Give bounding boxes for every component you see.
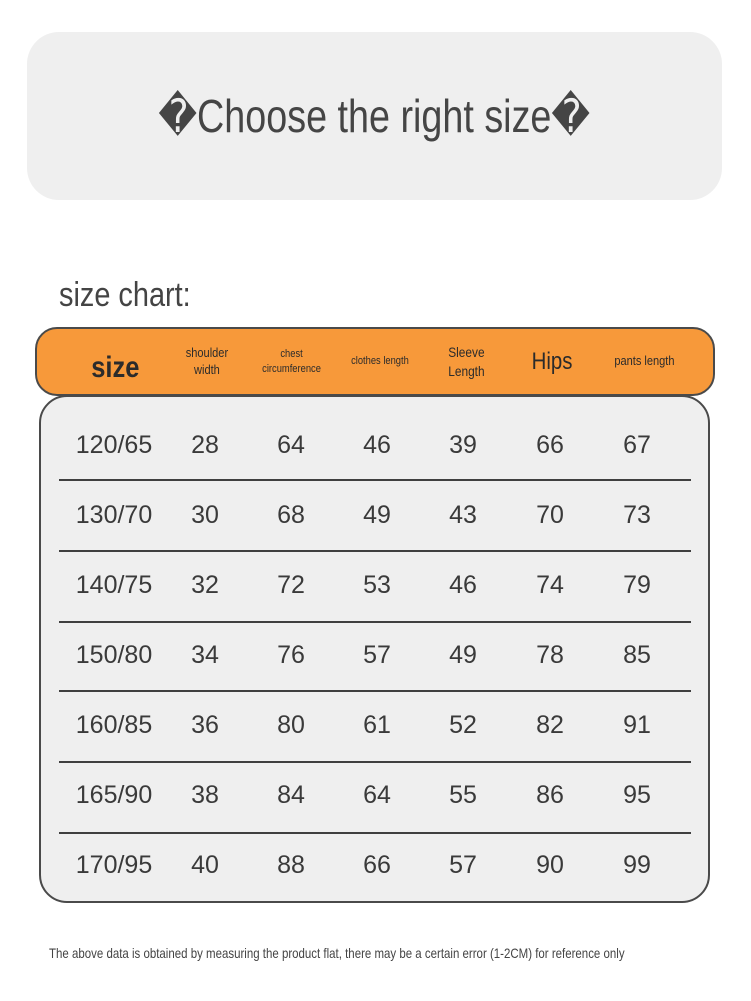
row-divider xyxy=(59,832,691,834)
measurement-cell: 43 xyxy=(449,500,477,529)
header-size: size xyxy=(90,351,140,384)
header-pants-length: pants length xyxy=(614,353,675,369)
title-banner xyxy=(27,32,722,200)
measurement-cell: 64 xyxy=(363,780,391,809)
row-divider xyxy=(59,761,691,763)
table-row xyxy=(41,550,712,620)
size-table-body xyxy=(39,395,710,903)
measurement-cell: 91 xyxy=(623,710,651,739)
row-divider xyxy=(59,621,691,623)
measurement-cell: 72 xyxy=(277,570,305,599)
header-shoulder-width: shoulder width xyxy=(185,344,229,377)
footnote: The above data is obtained by measuring the product flat, there may be a certain error (1-2CM) for reference only xyxy=(49,945,625,961)
page-title: �Choose the right size� xyxy=(158,90,591,142)
measurement-cell: 36 xyxy=(191,710,219,739)
measurement-cell: 28 xyxy=(191,430,219,459)
measurement-cell: 49 xyxy=(449,640,477,669)
size-cell: 170/95 xyxy=(75,850,153,879)
size-table-header xyxy=(35,327,715,396)
measurement-cell: 49 xyxy=(363,500,391,529)
measurement-cell: 86 xyxy=(536,780,564,809)
measurement-cell: 30 xyxy=(191,500,219,529)
measurement-cell: 39 xyxy=(449,430,477,459)
table-row xyxy=(41,410,712,480)
measurement-cell: 34 xyxy=(191,640,219,669)
measurement-cell: 57 xyxy=(449,850,477,879)
measurement-cell: 82 xyxy=(536,710,564,739)
measurement-cell: 64 xyxy=(277,430,305,459)
row-divider xyxy=(59,479,691,481)
measurement-cell: 76 xyxy=(277,640,305,669)
table-row xyxy=(41,480,712,550)
measurement-cell: 68 xyxy=(277,500,305,529)
measurement-cell: 95 xyxy=(623,780,651,809)
measurement-cell: 46 xyxy=(363,430,391,459)
measurement-cell: 46 xyxy=(449,570,477,599)
measurement-cell: 66 xyxy=(363,850,391,879)
header-hips: Hips xyxy=(531,347,573,375)
measurement-cell: 90 xyxy=(536,850,564,879)
measurement-cell: 66 xyxy=(536,430,564,459)
size-cell: 140/75 xyxy=(75,570,153,599)
measurement-cell: 53 xyxy=(363,570,391,599)
header-chest-circumference: chest circumference xyxy=(262,348,322,375)
measurement-cell: 84 xyxy=(277,780,305,809)
size-cell: 160/85 xyxy=(75,710,153,739)
header-clothes-length: clothes length xyxy=(351,355,409,368)
measurement-cell: 80 xyxy=(277,710,305,739)
table-row xyxy=(41,830,712,900)
measurement-cell: 57 xyxy=(363,640,391,669)
measurement-cell: 67 xyxy=(623,430,651,459)
row-divider xyxy=(59,550,691,552)
measurement-cell: 78 xyxy=(536,640,564,669)
measurement-cell: 52 xyxy=(449,710,477,739)
section-label: size chart: xyxy=(59,276,191,314)
row-divider xyxy=(59,690,691,692)
measurement-cell: 79 xyxy=(623,570,651,599)
measurement-cell: 88 xyxy=(277,850,305,879)
size-cell: 120/65 xyxy=(75,430,153,459)
measurement-cell: 38 xyxy=(191,780,219,809)
measurement-cell: 70 xyxy=(536,500,564,529)
table-row xyxy=(41,690,712,760)
size-cell: 130/70 xyxy=(75,500,153,529)
measurement-cell: 32 xyxy=(191,570,219,599)
measurement-cell: 85 xyxy=(623,640,651,669)
measurement-cell: 55 xyxy=(449,780,477,809)
header-sleeve-length: Sleeve Length xyxy=(447,344,485,379)
measurement-cell: 74 xyxy=(536,570,564,599)
size-cell: 165/90 xyxy=(75,780,153,809)
measurement-cell: 73 xyxy=(623,500,651,529)
table-row xyxy=(41,760,712,830)
measurement-cell: 61 xyxy=(363,710,391,739)
size-cell: 150/80 xyxy=(75,640,153,669)
measurement-cell: 40 xyxy=(191,850,219,879)
measurement-cell: 99 xyxy=(623,850,651,879)
table-row xyxy=(41,620,712,690)
